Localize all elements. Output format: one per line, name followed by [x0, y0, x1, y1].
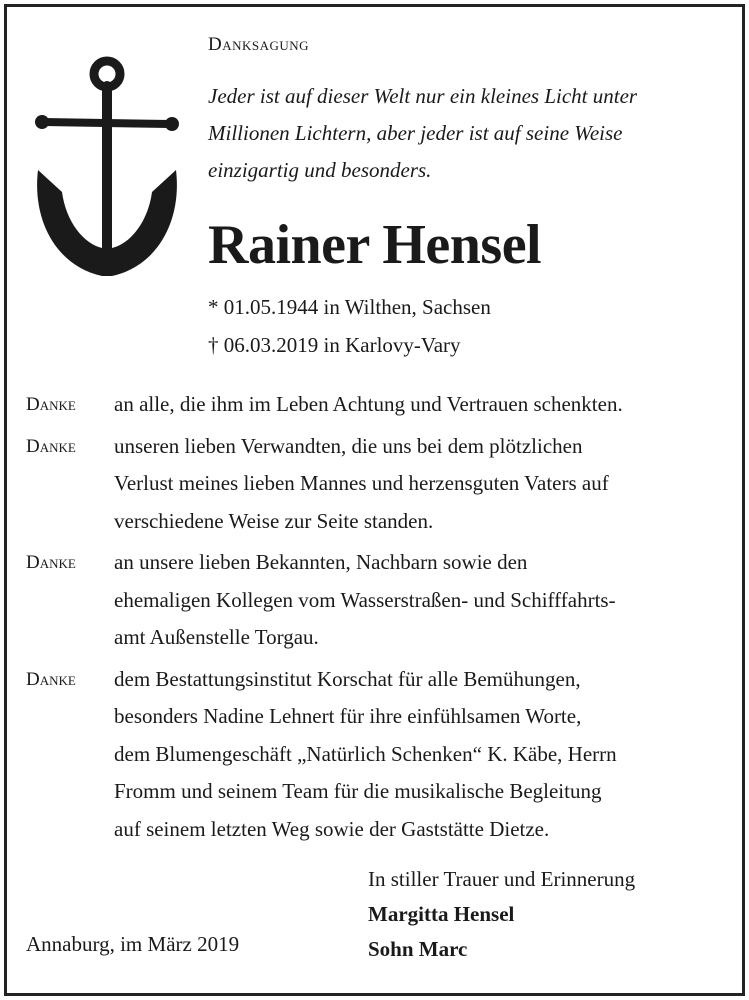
closing-block — [368, 862, 635, 967]
thanks-text — [114, 661, 726, 849]
thanks-item — [26, 544, 726, 657]
life-dates — [208, 288, 491, 364]
quote-line: einzigartig und besonders. — [208, 158, 432, 182]
quote-line: Jeder ist auf dieser Welt nur ein kleines Licht unter — [208, 84, 638, 108]
thanks-line: dem Bestattungsinstitut Korschat für alle Bemühungen, — [114, 666, 581, 691]
heading: Danksagung — [208, 34, 310, 55]
quote-line: Millionen Lichtern, aber jeder ist auf seine Weise — [208, 121, 623, 145]
thanks-line: dem Blumengeschäft „Natürlich Schenken“ K. Käbe, Herrn — [114, 741, 617, 766]
thanks-item — [26, 428, 726, 541]
thanks-label: Danke — [26, 394, 76, 415]
thanks-section — [26, 386, 726, 852]
place-date: Annaburg, im März 2019 — [26, 932, 240, 956]
thanks-label: Danke — [26, 435, 76, 457]
thanks-line: an alle, die ihm im Leben Achtung und Vertrauen schenkten. — [114, 392, 623, 416]
thanks-line: besonders Nadine Lehnert für ihre einfühlsamen Worte, — [114, 704, 582, 728]
closing-line: In stiller Trauer und Erinnerung — [368, 867, 636, 891]
thanks-line: Fromm und seinem Team für die musikalische Begleitung — [114, 779, 602, 803]
thanks-label: Danke — [26, 668, 76, 690]
anchor-icon — [22, 52, 192, 280]
thanks-line: Verlust meines lieben Mannes und herzensguten Vaters auf — [114, 471, 609, 495]
thanks-item — [26, 661, 726, 849]
thanks-text — [114, 428, 726, 541]
thanks-text — [114, 386, 726, 424]
thanks-line: unseren lieben Verwandten, die uns bei dem plötzlichen — [114, 433, 583, 458]
thanks-label: Danke — [26, 552, 76, 573]
thanks-line: ehemaligen Kollegen vom Wasserstraßen- und Schifffahrts- — [114, 587, 616, 612]
thanks-line: an unsere lieben Bekannten, Nachbarn sowie den — [114, 550, 528, 574]
death-date: † 06.03.2019 in Karlovy-Vary — [208, 333, 461, 357]
mourner-name: Margitta Hensel — [368, 902, 515, 926]
mourner-name: Sohn Marc — [368, 937, 468, 961]
deceased-name: Rainer Hensel — [208, 214, 542, 276]
thanks-text — [114, 544, 726, 657]
thanks-item — [26, 386, 726, 424]
thanks-line: amt Außenstelle Torgau. — [114, 625, 319, 649]
thanks-line: verschiedene Weise zur Seite standen. — [114, 508, 434, 533]
thanks-line: auf seinem letzten Weg sowie der Gaststätte Dietze. — [114, 816, 550, 841]
birth-date: * 01.05.1944 in Wilthen, Sachsen — [208, 295, 491, 319]
quote — [208, 78, 728, 189]
